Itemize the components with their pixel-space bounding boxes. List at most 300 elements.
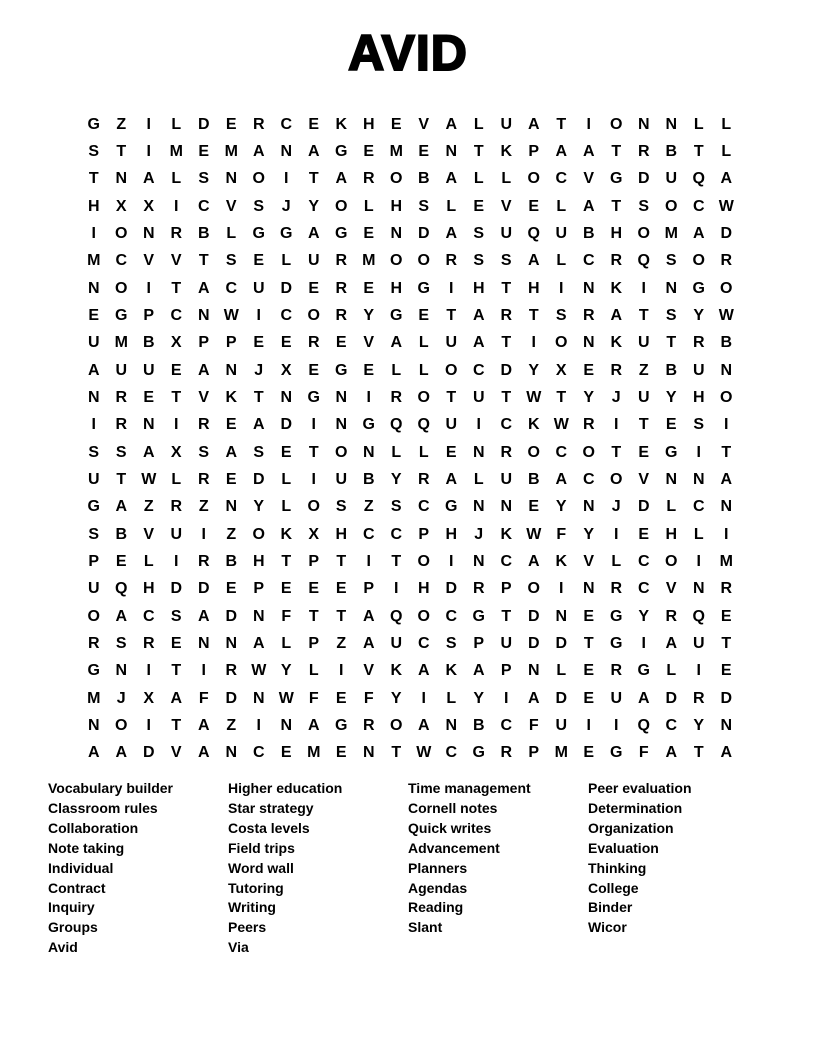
- grid-letter: O: [335, 197, 348, 215]
- grid-letter: V: [363, 334, 375, 352]
- grid-letter: O: [527, 580, 540, 598]
- grid-letter: U: [87, 580, 100, 598]
- grid-letter: U: [500, 634, 513, 652]
- grid-letter: N: [472, 498, 485, 516]
- grid-letter: C: [500, 416, 513, 434]
- grid-letter: I: [91, 416, 96, 434]
- grid-letter: A: [307, 224, 320, 242]
- grid-letter: A: [197, 744, 210, 762]
- grid-letter: A: [582, 142, 595, 160]
- grid-letter: E: [363, 142, 375, 160]
- grid-letter: N: [252, 689, 265, 707]
- grid-letter: C: [197, 197, 210, 215]
- grid-letter: G: [472, 607, 485, 625]
- grid-letter: N: [720, 716, 733, 734]
- grid-letter: P: [500, 662, 512, 680]
- grid-letter: E: [335, 744, 347, 762]
- grid-letter: A: [720, 744, 733, 762]
- grid-letter: G: [87, 498, 100, 516]
- grid-letter: V: [583, 552, 595, 570]
- grid-letter: C: [390, 525, 403, 543]
- grid-letter: A: [252, 416, 265, 434]
- grid-letter: W: [251, 662, 267, 680]
- grid-letter: R: [335, 306, 348, 324]
- word-list-item: Classroom rules: [48, 799, 158, 816]
- grid-letter: L: [611, 552, 622, 570]
- grid-letter: I: [284, 170, 289, 188]
- word-list-item: Higher education: [228, 780, 343, 796]
- grid-letter: G: [335, 361, 348, 379]
- grid-letter: L: [693, 115, 704, 133]
- grid-letter: T: [171, 662, 182, 680]
- grid-letter: T: [446, 306, 457, 324]
- grid-letter: U: [170, 525, 183, 543]
- grid-letter: D: [197, 580, 210, 598]
- grid-letter: R: [500, 744, 513, 762]
- grid-letter: U: [555, 224, 568, 242]
- grid-letter: E: [225, 115, 237, 133]
- grid-letter: S: [500, 252, 512, 270]
- grid-letter: P: [500, 580, 512, 598]
- grid-letter: D: [252, 470, 265, 488]
- grid-letter: H: [252, 552, 265, 570]
- grid-letter: W: [526, 525, 542, 543]
- word-list-item: Word wall: [228, 859, 294, 876]
- grid-letter: Y: [280, 662, 292, 680]
- grid-letter: K: [335, 115, 348, 133]
- grid-letter: X: [170, 334, 182, 352]
- grid-letter: C: [500, 716, 513, 734]
- grid-letter: R: [500, 443, 513, 461]
- grid-letter: T: [253, 388, 264, 406]
- grid-letter: I: [449, 279, 454, 297]
- grid-letter: B: [417, 170, 430, 188]
- grid-letter: E: [143, 388, 155, 406]
- grid-letter: A: [555, 470, 568, 488]
- grid-letter: I: [174, 416, 179, 434]
- grid-letter: S: [253, 197, 265, 215]
- grid-letter: G: [115, 306, 128, 324]
- grid-letter: D: [527, 607, 540, 625]
- grid-letter: D: [280, 279, 293, 297]
- grid-letter: N: [445, 716, 458, 734]
- grid-letter: O: [582, 443, 595, 461]
- grid-letter: N: [665, 115, 678, 133]
- grid-letter: E: [528, 498, 540, 516]
- grid-letter: A: [445, 115, 458, 133]
- grid-letter: N: [362, 744, 375, 762]
- grid-letter: U: [252, 279, 265, 297]
- grid-letter: V: [363, 662, 375, 680]
- word-list-item: Note taking: [48, 839, 125, 856]
- grid-letter: H: [390, 197, 403, 215]
- word-list-item: Cornell notes: [408, 799, 498, 816]
- grid-letter: B: [472, 716, 485, 734]
- grid-letter: P: [308, 634, 320, 652]
- grid-letter: R: [335, 279, 348, 297]
- grid-letter: A: [142, 170, 155, 188]
- grid-letter: C: [115, 252, 128, 270]
- grid-letter: K: [500, 142, 513, 160]
- grid-letter: I: [146, 115, 151, 133]
- grid-letter: S: [335, 498, 347, 516]
- grid-letter: H: [362, 115, 375, 133]
- grid-letter: T: [638, 306, 649, 324]
- grid-letter: A: [115, 607, 128, 625]
- grid-letter: S: [115, 634, 127, 652]
- grid-letter: I: [696, 443, 701, 461]
- word-list-item: Organization: [588, 819, 674, 836]
- word-list-item: Reading: [408, 899, 464, 916]
- grid-letter: R: [637, 142, 650, 160]
- grid-letter: E: [583, 689, 595, 707]
- grid-letter: A: [362, 607, 375, 625]
- grid-letter: O: [417, 607, 430, 625]
- grid-letter: A: [307, 716, 320, 734]
- grid-letter: C: [445, 744, 458, 762]
- grid-letter: D: [720, 224, 733, 242]
- grid-letter: K: [610, 334, 623, 352]
- word-search-grid: [80, 111, 740, 767]
- grid-letter: E: [363, 279, 375, 297]
- grid-letter: O: [307, 498, 320, 516]
- grid-letter: A: [472, 306, 485, 324]
- grid-letter: S: [555, 306, 567, 324]
- grid-letter: R: [445, 252, 458, 270]
- grid-letter: I: [586, 115, 591, 133]
- grid-letter: W: [223, 306, 239, 324]
- grid-letter: C: [665, 716, 678, 734]
- grid-letter: Y: [555, 498, 567, 516]
- grid-letter: O: [527, 443, 540, 461]
- grid-letter: A: [197, 716, 210, 734]
- grid-letter: E: [280, 334, 292, 352]
- grid-letter: C: [417, 498, 430, 516]
- grid-letter: E: [583, 744, 595, 762]
- grid-letter: N: [142, 224, 155, 242]
- grid-letter: Z: [226, 525, 237, 543]
- grid-letter: E: [225, 580, 237, 598]
- word-list-column: [48, 779, 228, 958]
- word-list-item: Wicor: [588, 919, 627, 936]
- grid-letter: E: [335, 334, 347, 352]
- grid-letter: A: [417, 716, 430, 734]
- grid-letter: G: [362, 416, 375, 434]
- grid-letter: S: [665, 252, 677, 270]
- grid-letter: I: [91, 224, 96, 242]
- grid-letter: U: [307, 252, 320, 270]
- grid-letter: V: [225, 197, 237, 215]
- grid-letter: D: [142, 744, 155, 762]
- word-list-item: Evaluation: [588, 839, 659, 856]
- grid-letter: B: [225, 552, 238, 570]
- grid-letter: C: [362, 525, 375, 543]
- grid-letter: L: [556, 662, 567, 680]
- grid-letter: D: [225, 689, 238, 707]
- grid-letter: T: [611, 197, 622, 215]
- grid-letter: Y: [583, 525, 595, 543]
- grid-letter: I: [421, 689, 426, 707]
- grid-letter: W: [141, 470, 157, 488]
- word-list-item: Tutoring: [228, 879, 284, 896]
- grid-letter: R: [417, 470, 430, 488]
- grid-letter: C: [500, 552, 513, 570]
- grid-letter: E: [418, 142, 430, 160]
- grid-letter: Y: [638, 607, 650, 625]
- grid-letter: G: [610, 607, 623, 625]
- grid-letter: L: [418, 334, 429, 352]
- grid-letter: L: [446, 689, 457, 707]
- grid-letter: I: [146, 279, 151, 297]
- grid-letter: N: [87, 716, 100, 734]
- grid-letter: I: [256, 716, 261, 734]
- grid-letter: T: [308, 443, 319, 461]
- grid-letter: F: [363, 689, 374, 707]
- grid-letter: N: [87, 388, 100, 406]
- grid-letter: Y: [390, 470, 402, 488]
- grid-letter: H: [335, 525, 348, 543]
- grid-letter: L: [446, 197, 457, 215]
- grid-letter: I: [146, 142, 151, 160]
- grid-letter: S: [665, 306, 677, 324]
- grid-letter: S: [115, 443, 127, 461]
- grid-letter: N: [362, 443, 375, 461]
- grid-letter: E: [720, 662, 732, 680]
- grid-letter: C: [472, 361, 485, 379]
- grid-letter: Z: [116, 115, 127, 133]
- grid-letter: Q: [417, 416, 430, 434]
- grid-letter: A: [472, 662, 485, 680]
- grid-letter: I: [366, 388, 371, 406]
- grid-letter: E: [253, 252, 265, 270]
- grid-letter: Z: [363, 498, 374, 516]
- grid-letter: X: [280, 361, 292, 379]
- grid-letter: J: [254, 361, 264, 379]
- grid-letter: W: [718, 306, 734, 324]
- grid-letter: E: [308, 361, 320, 379]
- grid-letter: A: [527, 552, 540, 570]
- grid-letter: X: [115, 197, 127, 215]
- grid-letter: T: [473, 142, 484, 160]
- word-list-item: Agendas: [408, 879, 468, 896]
- grid-letter: Z: [336, 634, 347, 652]
- grid-letter: R: [225, 662, 238, 680]
- grid-letter: N: [665, 470, 678, 488]
- grid-letter: D: [170, 580, 183, 598]
- grid-letter: T: [171, 279, 182, 297]
- grid-letter: N: [720, 361, 733, 379]
- grid-letter: I: [559, 279, 564, 297]
- grid-letter: N: [335, 416, 348, 434]
- grid-letter: N: [225, 170, 238, 188]
- grid-letter: O: [720, 388, 733, 406]
- grid-letter: T: [336, 552, 347, 570]
- grid-letter: E: [198, 142, 210, 160]
- grid-letter: N: [582, 498, 595, 516]
- grid-letter: U: [692, 361, 705, 379]
- grid-letter: I: [366, 552, 371, 570]
- grid-letter: N: [225, 498, 238, 516]
- grid-letter: Y: [363, 306, 375, 324]
- grid-letter: G: [692, 279, 705, 297]
- grid-letter: T: [528, 306, 539, 324]
- grid-letter: Z: [198, 498, 209, 516]
- grid-letter: N: [555, 607, 568, 625]
- grid-letter: L: [721, 115, 732, 133]
- grid-letter: A: [362, 634, 375, 652]
- grid-letter: R: [582, 416, 595, 434]
- grid-letter: Y: [473, 689, 485, 707]
- grid-letter: X: [555, 361, 567, 379]
- grid-letter: Q: [390, 416, 403, 434]
- grid-letter: M: [389, 142, 403, 160]
- grid-letter: C: [637, 580, 650, 598]
- grid-letter: D: [665, 689, 678, 707]
- grid-letter: F: [308, 689, 319, 707]
- grid-letter: S: [198, 443, 210, 461]
- grid-letter: N: [582, 334, 595, 352]
- grid-letter: E: [280, 580, 292, 598]
- grid-letter: D: [445, 580, 458, 598]
- grid-letter: E: [308, 580, 320, 598]
- grid-letter: T: [336, 607, 347, 625]
- grid-letter: A: [610, 306, 623, 324]
- grid-letter: N: [225, 634, 238, 652]
- grid-letter: R: [692, 334, 705, 352]
- grid-letter: E: [638, 525, 650, 543]
- word-list-item: Slant: [408, 919, 443, 936]
- word-list-item: Binder: [588, 899, 633, 916]
- grid-letter: D: [555, 689, 568, 707]
- grid-letter: Y: [253, 498, 265, 516]
- grid-letter: I: [146, 662, 151, 680]
- word-list: [48, 779, 768, 958]
- grid-letter: X: [143, 689, 155, 707]
- grid-letter: S: [390, 498, 402, 516]
- grid-letter: A: [170, 689, 183, 707]
- grid-letter: H: [445, 525, 458, 543]
- grid-letter: R: [142, 634, 155, 652]
- grid-letter: I: [146, 716, 151, 734]
- grid-letter: H: [417, 580, 430, 598]
- word-list-item: Field trips: [228, 839, 295, 856]
- grid-letter: E: [308, 115, 320, 133]
- grid-letter: T: [198, 252, 209, 270]
- grid-letter: E: [665, 416, 677, 434]
- grid-letter: G: [87, 115, 100, 133]
- grid-letter: A: [252, 142, 265, 160]
- grid-letter: P: [253, 580, 265, 598]
- grid-letter: R: [170, 224, 183, 242]
- grid-letter: I: [586, 716, 591, 734]
- grid-letter: H: [472, 279, 485, 297]
- grid-letter: G: [307, 388, 320, 406]
- grid-letter: R: [252, 115, 265, 133]
- grid-letter: S: [473, 224, 485, 242]
- grid-letter: B: [665, 361, 678, 379]
- grid-letter: R: [115, 416, 128, 434]
- grid-letter: T: [308, 170, 319, 188]
- grid-letter: E: [445, 443, 457, 461]
- grid-letter: N: [527, 662, 540, 680]
- grid-letter: I: [614, 416, 619, 434]
- grid-letter: E: [583, 361, 595, 379]
- grid-letter: B: [527, 470, 540, 488]
- grid-letter: T: [501, 388, 512, 406]
- grid-letter: A: [720, 170, 733, 188]
- grid-letter: A: [197, 279, 210, 297]
- grid-letter: I: [174, 552, 179, 570]
- grid-letter: M: [224, 142, 238, 160]
- grid-letter: O: [720, 279, 733, 297]
- grid-letter: D: [555, 634, 568, 652]
- grid-letter: Z: [638, 361, 649, 379]
- grid-letter: N: [637, 115, 650, 133]
- grid-letter: R: [665, 607, 678, 625]
- grid-letter: I: [614, 525, 619, 543]
- grid-letter: M: [664, 224, 678, 242]
- grid-letter: I: [696, 552, 701, 570]
- grid-letter: W: [553, 416, 569, 434]
- grid-letter: B: [142, 334, 155, 352]
- grid-letter: L: [363, 197, 374, 215]
- grid-letter: U: [500, 470, 513, 488]
- grid-letter: A: [115, 744, 128, 762]
- word-list-item: College: [588, 879, 639, 896]
- grid-letter: T: [116, 142, 127, 160]
- grid-letter: R: [610, 580, 623, 598]
- grid-letter: V: [143, 252, 155, 270]
- grid-letter: T: [446, 388, 457, 406]
- grid-letter: M: [362, 252, 376, 270]
- grid-letter: V: [583, 170, 595, 188]
- grid-letter: A: [390, 334, 403, 352]
- grid-letter: H: [87, 197, 100, 215]
- grid-letter: H: [610, 224, 623, 242]
- grid-letter: T: [638, 416, 649, 434]
- grid-letter: U: [142, 361, 155, 379]
- word-list-item: Groups: [48, 919, 98, 936]
- grid-letter: G: [87, 662, 100, 680]
- grid-letter: V: [418, 115, 430, 133]
- grid-letter: I: [724, 416, 729, 434]
- grid-letter: B: [582, 224, 595, 242]
- grid-letter: N: [280, 142, 293, 160]
- grid-letter: J: [116, 689, 126, 707]
- grid-letter: D: [500, 361, 513, 379]
- grid-letter: B: [362, 470, 375, 488]
- grid-letter: R: [610, 662, 623, 680]
- grid-letter: G: [335, 716, 348, 734]
- grid-letter: M: [114, 334, 128, 352]
- grid-letter: P: [143, 306, 155, 324]
- grid-letter: T: [693, 744, 704, 762]
- grid-letter: N: [692, 470, 705, 488]
- grid-letter: U: [665, 170, 678, 188]
- grid-letter: U: [335, 470, 348, 488]
- grid-letter: H: [692, 388, 705, 406]
- word-list-item: Star strategy: [228, 799, 314, 816]
- grid-letter: O: [555, 334, 568, 352]
- grid-letter: I: [311, 416, 316, 434]
- grid-letter: Q: [115, 580, 128, 598]
- grid-letter: R: [197, 470, 210, 488]
- grid-letter: L: [418, 361, 429, 379]
- grid-letter: Y: [308, 197, 320, 215]
- grid-letter: W: [416, 744, 432, 762]
- grid-letter: C: [445, 607, 458, 625]
- grid-letter: T: [583, 634, 594, 652]
